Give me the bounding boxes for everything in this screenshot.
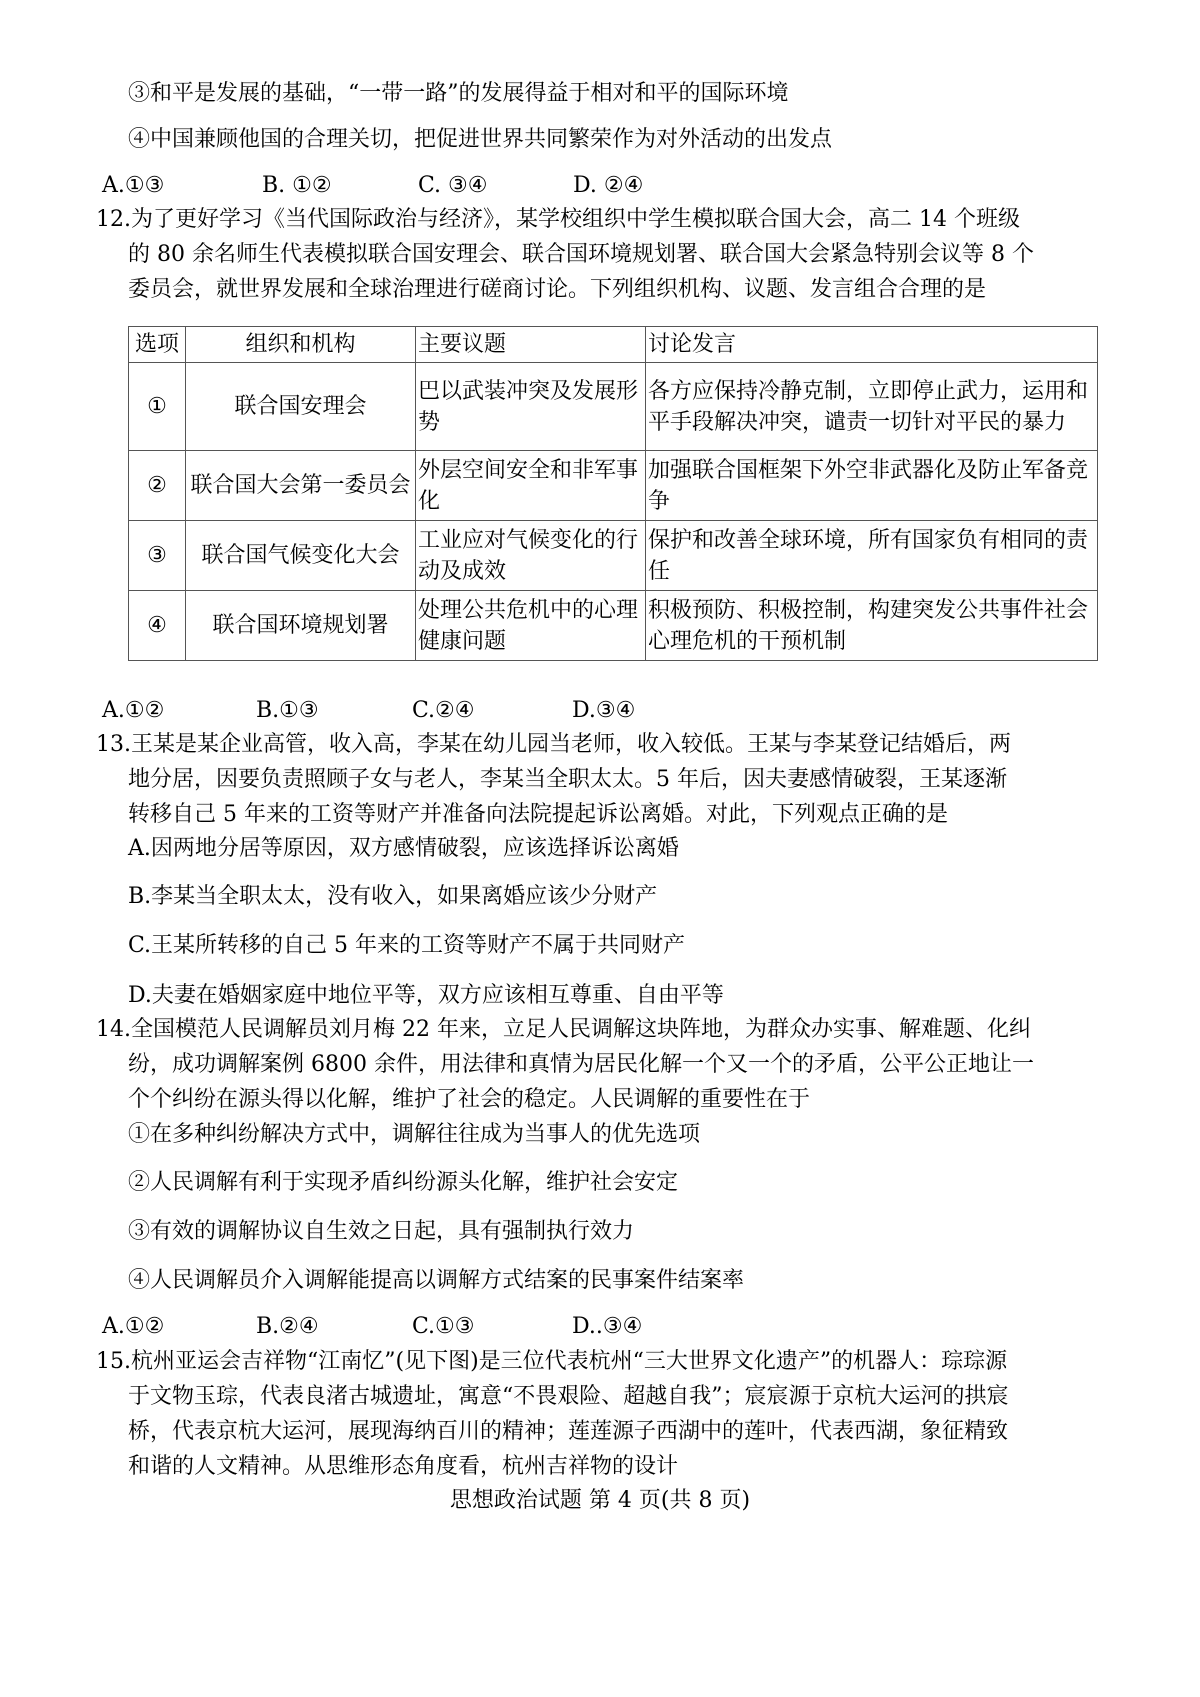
q14-statement-3: ③有效的调解协议自生效之日起，具有强制执行效力	[128, 1219, 635, 1244]
row-topic: 巴以武装冲突及发展形势	[416, 363, 646, 451]
table-row	[129, 451, 1098, 521]
q14-statement-1: ①在多种纠纷解决方式中，调解往往成为当事人的优先选项	[128, 1122, 701, 1147]
row-speech: 加强联合国框架下外空非武器化及防止军备竞争	[646, 451, 1098, 521]
header-topic: 主要议题	[416, 327, 646, 363]
row-speech: 保护和改善全球环境，所有国家负有相同的责任	[646, 521, 1098, 591]
row-option: ③	[129, 521, 186, 591]
table-row	[129, 521, 1098, 591]
q14-statement-4: ④人民调解员介入调解能提高以调解方式结案的民事案件结案率	[128, 1268, 745, 1293]
q11-statement-3: ③和平是发展的基础，“一带一路”的发展得益于相对和平的国际环境	[128, 81, 789, 106]
row-option: ①	[129, 363, 186, 451]
q12-stem-line-2: 的 80 余名师生代表模拟联合国安理会、联合国环境规划署、联合国大会紧急特别会议等 8 个	[128, 242, 1034, 267]
q13-stem-line-2: 地分居，因要负责照顾子女与老人，李某当全职太太。5 年后，因夫妻感情破裂，王某逐渐	[128, 767, 1007, 792]
q15-stem-line-2: 于文物玉琮，代表良渚古城遗址，寓意“不畏艰险、超越自我”；宸宸源于京杭大运河的拱宸	[128, 1384, 1009, 1409]
q11-option-d: D. ②④	[573, 173, 644, 198]
row-organization: 联合国气候变化大会	[186, 521, 416, 591]
q14-stem-line-1: 14.全国模范人民调解员刘月梅 22 年来，立足人民调解这块阵地，为群众办实事、解难题、化纠	[96, 1017, 1031, 1042]
row-option: ④	[129, 591, 186, 661]
q12-stem-line-1: 12.为了更好学习《当代国际政治与经济》，某学校组织中学生模拟联合国大会，高二 14 个班级	[96, 207, 1020, 232]
q13-choice-a: A.因两地分居等原因，双方感情破裂，应该选择诉讼离婚	[128, 836, 679, 861]
row-organization: 联合国安理会	[186, 363, 416, 451]
q11-option-b: B. ①②	[262, 173, 332, 198]
q13-stem-line-3: 转移自己 5 年来的工资等财产并准备向法院提起诉讼离婚。对此，下列观点正确的是	[128, 802, 948, 827]
q11-option-a: A.①③	[102, 173, 165, 198]
row-topic: 处理公共危机中的心理健康问题	[416, 591, 646, 661]
table-row	[129, 363, 1098, 451]
q12-option-a: A.①②	[102, 698, 165, 723]
q12-option-b: B.①③	[256, 698, 319, 723]
row-topic: 外层空间安全和非军事化	[416, 451, 646, 521]
q15-stem-line-4: 和谐的人文精神。从思维形态角度看，杭州吉祥物的设计	[128, 1454, 679, 1479]
row-speech: 积极预防、积极控制，构建突发公共事件社会心理危机的干预机制	[646, 591, 1098, 661]
row-topic: 工业应对气候变化的行动及成效	[416, 521, 646, 591]
q14-stem-line-2: 纷，成功调解案例 6800 余件，用法律和真情为居民化解一个又一个的矛盾，公平公正地让一	[128, 1052, 1034, 1077]
q14-option-d: D..③④	[572, 1314, 643, 1339]
q15-stem-line-3: 桥，代表京杭大运河，展现海纳百川的精神；莲莲源子西湖中的莲叶，代表西湖，象征精致	[128, 1419, 1009, 1444]
q13-choice-b: B.李某当全职太太，没有收入，如果离婚应该少分财产	[128, 884, 658, 909]
q14-option-b: B.②④	[256, 1314, 319, 1339]
row-organization: 联合国大会第一委员会	[186, 451, 416, 521]
q13-choice-c: C.王某所转移的自己 5 年来的工资等财产不属于共同财产	[128, 933, 686, 958]
table-row	[129, 591, 1098, 661]
q12-table	[128, 326, 1098, 661]
q12-stem-line-3: 委员会，就世界发展和全球治理进行磋商讨论。下列组织机构、议题、发言组合合理的是	[128, 277, 987, 302]
q14-option-c: C.①③	[412, 1314, 475, 1339]
q14-stem-line-3: 个个纠纷在源头得以化解，维护了社会的稳定。人民调解的重要性在于	[128, 1087, 811, 1112]
header-option: 选项	[129, 327, 186, 363]
page-footer: 思想政治试题 第 4 页(共 8 页)	[449, 1488, 751, 1513]
row-speech: 各方应保持冷静克制，立即停止武力，运用和平手段解决冲突，谴责一切针对平民的暴力	[646, 363, 1098, 451]
q13-choice-d: D.夫妻在婚姻家庭中地位平等，双方应该相互尊重、自由平等	[128, 983, 724, 1008]
q14-statement-2: ②人民调解有利于实现矛盾纠纷源头化解，维护社会安定	[128, 1170, 679, 1195]
q15-stem-line-1: 15.杭州亚运会吉祥物“江南忆”(见下图)是三位代表杭州“三大世界文化遗产”的机器人：琮琮源	[96, 1349, 1008, 1374]
row-organization: 联合国环境规划署	[186, 591, 416, 661]
q11-option-c: C. ③④	[418, 173, 488, 198]
q12-option-d: D.③④	[572, 698, 636, 723]
q13-stem-line-1: 13.王某是某企业高管，收入高，李某在幼儿园当老师，收入较低。王某与李某登记结婚后，两	[96, 732, 1011, 757]
row-option: ②	[129, 451, 186, 521]
header-speech: 讨论发言	[646, 327, 1098, 363]
q14-option-a: A.①②	[102, 1314, 165, 1339]
q11-statement-4: ④中国兼顾他国的合理关切，把促进世界共同繁荣作为对外活动的出发点	[128, 127, 833, 152]
q12-option-c: C.②④	[412, 698, 475, 723]
table-header-row	[129, 327, 1098, 363]
header-organization: 组织和机构	[186, 327, 416, 363]
